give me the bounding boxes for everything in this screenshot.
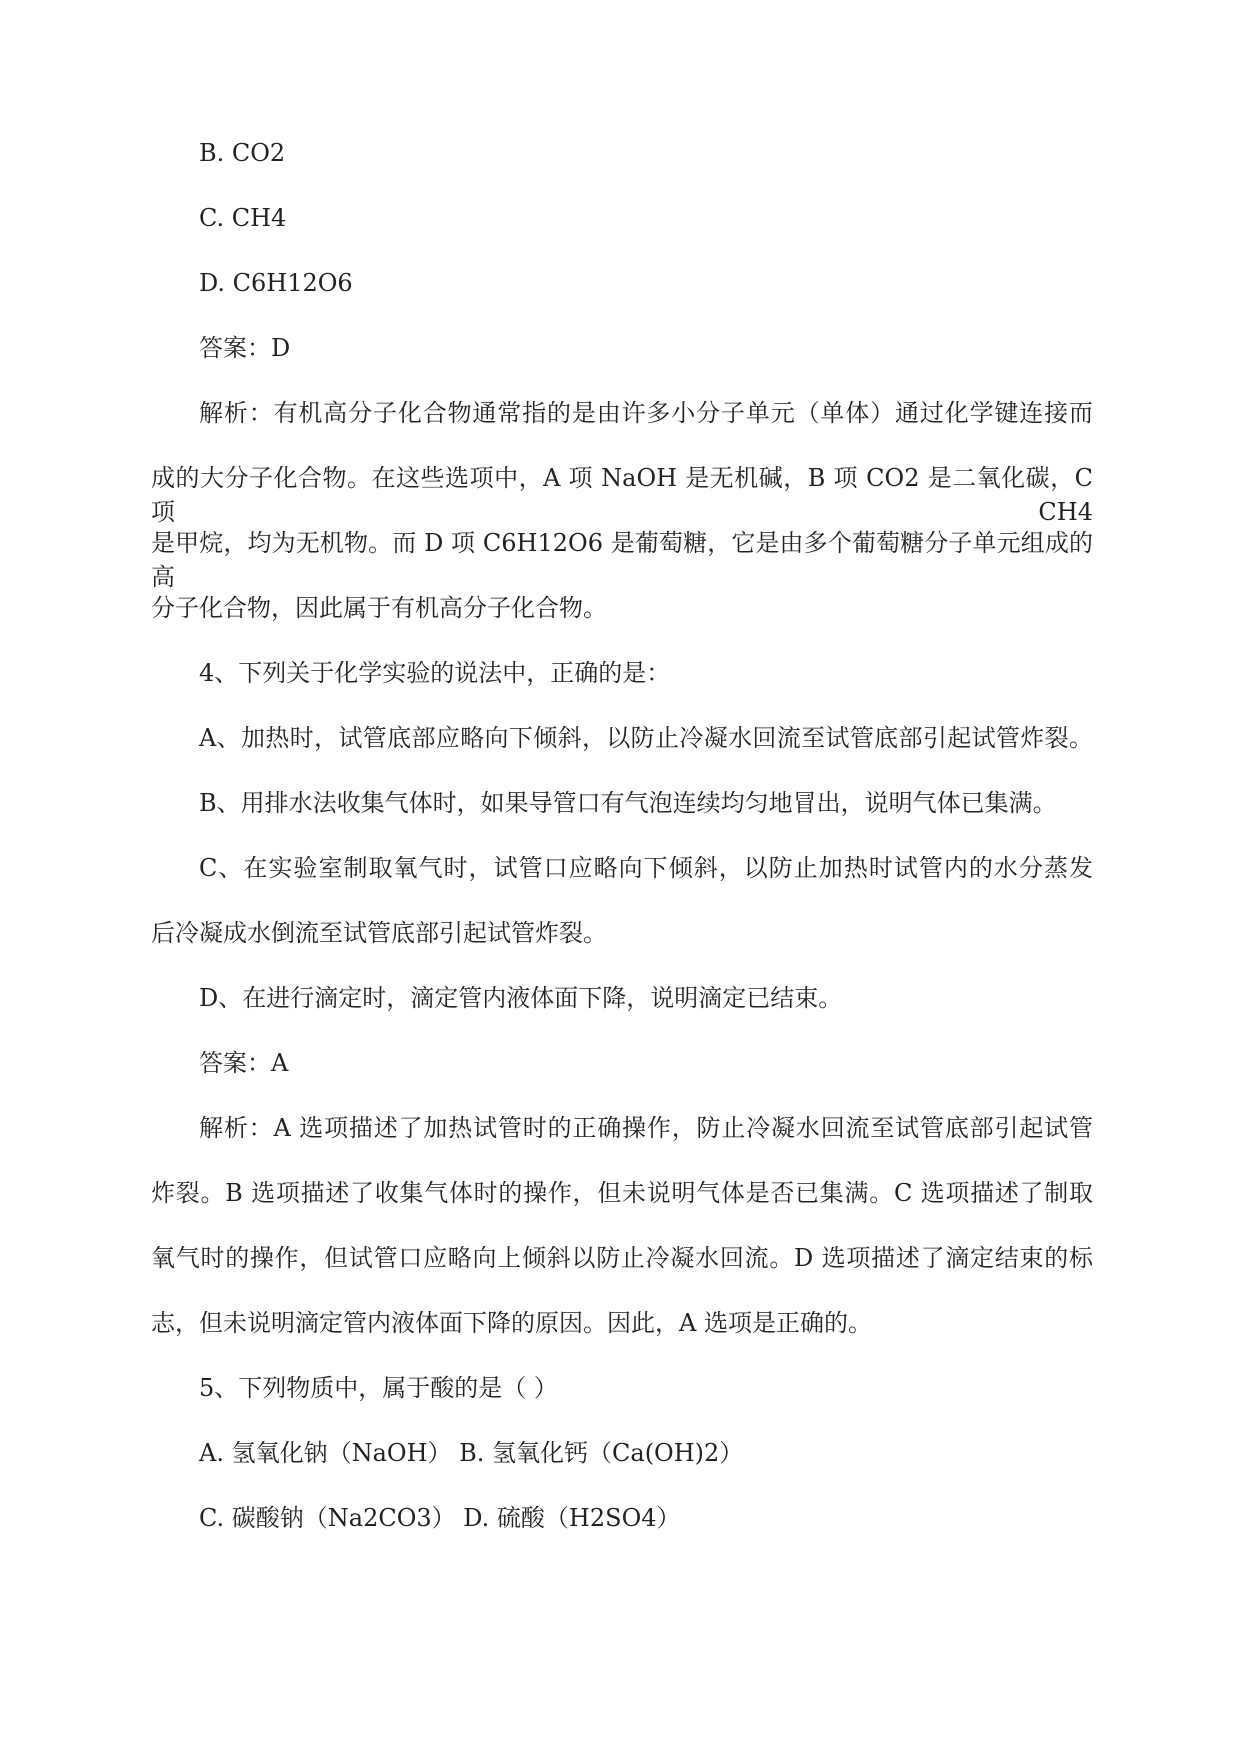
option-c-line	[151, 201, 1093, 266]
text-line: 后冷凝成水倒流至试管底部引起试管炸裂。	[151, 919, 607, 947]
text-line: C. CH4	[199, 204, 287, 232]
text-line: A. 氢氧化钠（NaOH） B. 氢氧化钙（Ca(OH)2）	[199, 1439, 744, 1467]
options-cd-line	[151, 1501, 1093, 1566]
option-b-line	[151, 136, 1093, 201]
options-ab-line	[151, 1436, 1093, 1501]
text-line: 5、下列物质中，属于酸的是（ ）	[199, 1374, 558, 1402]
option-a-line	[151, 721, 1093, 786]
text-line: 志，但未说明滴定管内液体面下降的原因。因此，A 选项是正确的。	[151, 1309, 872, 1337]
text-line: 解析：A 选项描述了加热试管时的正确操作，防止冷凝水回流至试管底部引起试管	[199, 1114, 1093, 1142]
text-line: B、用排水法收集气体时，如果导管口有气泡连续均匀地冒出，说明气体已集满。	[199, 789, 1057, 817]
analysis-paragraph-line	[151, 1111, 1093, 1176]
option-b-line	[151, 786, 1093, 851]
option-c-line	[151, 851, 1093, 916]
text-line: B. CO2	[199, 139, 286, 167]
answer-line	[151, 1046, 1093, 1111]
text-line: 炸裂。B 选项描述了收集气体时的操作，但未说明气体是否已集满。C 选项描述了制取	[151, 1179, 1093, 1207]
text-line: D. C6H12O6	[199, 269, 353, 297]
option-d-line	[151, 981, 1093, 1046]
analysis-paragraph-line	[151, 591, 1093, 656]
option-d-line	[151, 266, 1093, 331]
analysis-paragraph-line	[151, 526, 1093, 591]
document-body	[151, 136, 1093, 1566]
text-line: 氧气时的操作，但试管口应略向上倾斜以防止冷凝水回流。D 选项描述了滴定结束的标	[151, 1244, 1093, 1272]
question-5-line	[151, 1371, 1093, 1436]
text-line: 4、下列关于化学实验的说法中，正确的是：	[199, 659, 671, 687]
analysis-paragraph-line	[151, 396, 1093, 461]
text-line: C. 碳酸钠（Na2CO3） D. 硫酸（H2SO4）	[199, 1504, 681, 1532]
text-line: 答案：A	[199, 1049, 289, 1077]
text-line: 解析：有机高分子化合物通常指的是由许多小分子单元（单体）通过化学键连接而	[199, 399, 1093, 427]
text-line: 成的大分子化合物。在这些选项中，A 项 NaOH 是无机碱，B 项 CO2 是二氧化碳，C 项 CH4	[151, 464, 1093, 526]
text-line: 答案：D	[199, 334, 291, 362]
text-line: A、加热时，试管底部应略向下倾斜，以防止冷凝水回流至试管底部引起试管炸裂。	[199, 724, 1093, 752]
text-line: C、在实验室制取氧气时，试管口应略向下倾斜，以防止加热时试管内的水分蒸发	[199, 854, 1093, 882]
answer-line	[151, 331, 1093, 396]
analysis-paragraph-line	[151, 1176, 1093, 1241]
analysis-paragraph-line	[151, 1306, 1093, 1371]
analysis-paragraph-line	[151, 461, 1093, 526]
text-line: 是甲烷，均为无机物。而 D 项 C6H12O6 是葡萄糖，它是由多个葡萄糖分子单元组成的高	[151, 529, 1093, 591]
option-c-line	[151, 916, 1093, 981]
text-line: D、在进行滴定时，滴定管内液体面下降，说明滴定已结束。	[199, 984, 843, 1012]
question-4-line	[151, 656, 1093, 721]
analysis-paragraph-line	[151, 1241, 1093, 1306]
text-line: 分子化合物，因此属于有机高分子化合物。	[151, 594, 607, 622]
